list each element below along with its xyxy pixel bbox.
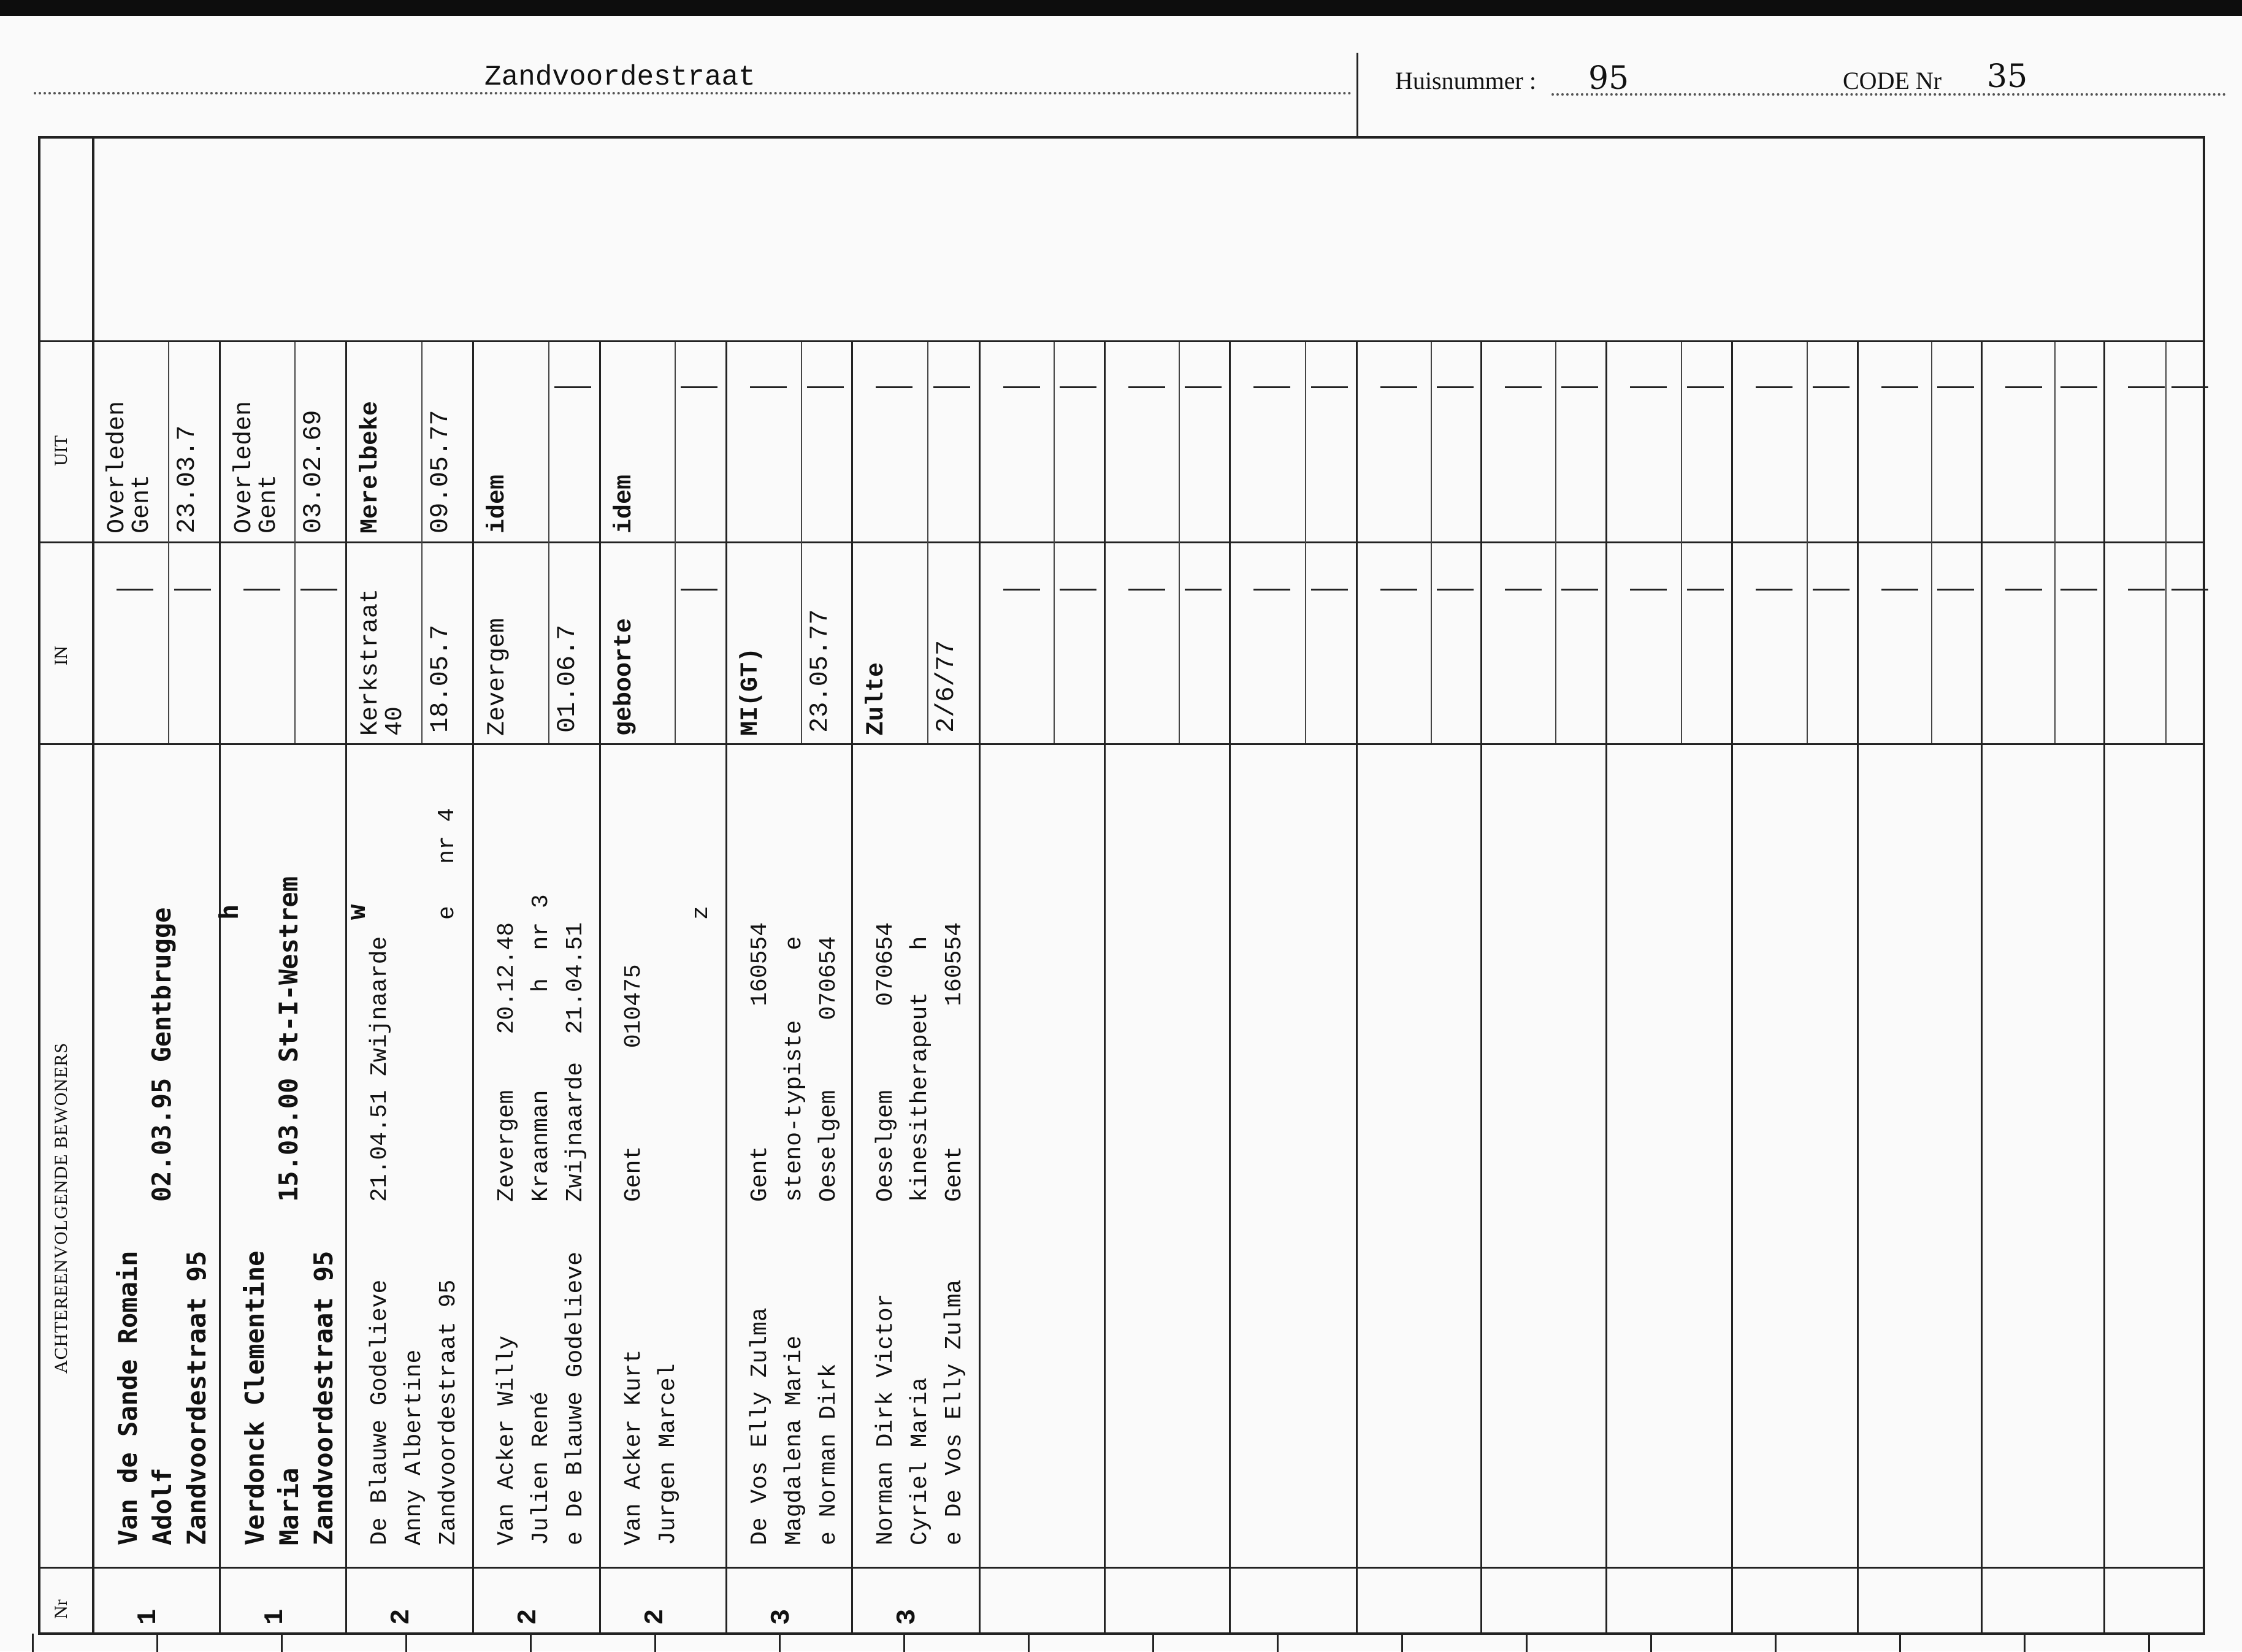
empty-cell-dash: [1380, 386, 1417, 388]
bottom-tick: [1899, 1634, 1901, 1652]
bottom-tick: [1152, 1634, 1154, 1652]
strip-separator: [851, 340, 853, 1634]
row-number: 3: [892, 1608, 923, 1625]
empty-cell-dash: [1003, 386, 1040, 388]
empty-cell-dash: [681, 386, 717, 388]
strip-separator: [1731, 340, 1733, 1634]
uit-date: 03.02.69: [299, 410, 328, 533]
resident-detail-line: kinesitherapeut h: [907, 936, 933, 1202]
empty-cell-dash: [1505, 589, 1542, 591]
bottom-tick: [779, 1634, 781, 1652]
empty-cell-dash: [1128, 589, 1165, 591]
resident-detail-line: h: [214, 904, 244, 920]
col-in-label: IN: [51, 646, 71, 665]
resident-detail-line: Oeselgem 070654: [816, 936, 842, 1202]
in-place: Zulte: [863, 662, 890, 736]
bottom-tick: [1775, 1634, 1777, 1652]
resident-name-line: Van Acker Kurt: [621, 1349, 647, 1545]
resident-name-line: Magdalena Marie: [781, 1335, 808, 1545]
house-number-label: Huisnummer :: [1395, 67, 1536, 94]
strip-separator: [725, 340, 727, 1634]
strip-separator: [1981, 340, 1983, 1634]
strip-separator: [219, 340, 221, 1634]
empty-cell-dash: [1437, 589, 1474, 591]
bottom-tick: [1277, 1634, 1279, 1652]
uit-place: Overleden Gent: [104, 400, 156, 533]
street-dotline: [34, 92, 1352, 94]
bottom-tick: [281, 1634, 283, 1652]
in-date: 18.05.7: [425, 624, 455, 733]
uit-place: Overleden Gent: [231, 400, 283, 533]
in-place: geboorte: [611, 618, 638, 736]
bottom-tick: [1526, 1634, 1528, 1652]
half-strip-separator: [801, 342, 802, 743]
empty-cell-dash: [243, 589, 280, 591]
scan-top-edge: [0, 0, 2242, 16]
bottom-tick: [2024, 1634, 2026, 1652]
uit-date: 23.03.7: [172, 425, 202, 533]
half-strip-separator: [1931, 342, 1932, 743]
in-date: 2/6/77: [932, 640, 961, 733]
empty-cell-dash: [1437, 386, 1474, 388]
empty-cell-dash: [2005, 386, 2042, 388]
resident-name-line: Norman Dirk Victor: [873, 1293, 899, 1545]
resident-detail-line: 21.04.51 Zwijnaarde: [367, 936, 393, 1202]
strip-separator: [2103, 340, 2105, 1634]
bottom-tick: [1028, 1634, 1030, 1652]
half-strip-separator: [1054, 342, 1055, 743]
resident-name-line: De Blauwe Godelieve: [367, 1279, 393, 1545]
strip-separator: [1857, 340, 1859, 1634]
resident-name-line: Julien René: [528, 1391, 554, 1545]
uit-place: Merelbeke: [357, 400, 385, 533]
header-divider: [1356, 53, 1358, 139]
half-strip-separator: [1179, 342, 1180, 743]
empty-cell-dash: [750, 386, 787, 388]
uit-place: idem: [484, 474, 511, 533]
resident-detail-line: Oeselgem 070654: [873, 922, 899, 1202]
resident-name-line: Zandvoordestraat 95: [182, 1250, 212, 1545]
resident-name-line: e Norman Dirk: [816, 1363, 842, 1545]
uit-place: idem: [611, 474, 638, 533]
row-number: 2: [386, 1608, 417, 1625]
empty-cell-dash: [1561, 386, 1598, 388]
empty-cell-dash: [1937, 386, 1974, 388]
resident-name-line: Jurgen Marcel: [655, 1363, 681, 1545]
half-strip-separator: [1681, 342, 1682, 743]
strip-separator: [1356, 340, 1358, 1634]
empty-cell-dash: [1253, 386, 1290, 388]
bottom-tick: [156, 1634, 158, 1652]
resident-name-line: Zandvoordestraat 95: [435, 1279, 462, 1545]
empty-cell-dash: [1060, 386, 1096, 388]
empty-cell-dash: [1687, 386, 1724, 388]
strip-separator: [599, 340, 601, 1634]
empty-cell-dash: [681, 589, 717, 591]
in-date: 23.05.77: [805, 609, 835, 733]
resident-name-line: Verdonck Clementine: [240, 1250, 270, 1545]
empty-cell-dash: [1630, 589, 1667, 591]
in-date: 01.06.7: [552, 624, 582, 733]
empty-cell-dash: [1253, 589, 1290, 591]
empty-cell-dash: [807, 386, 844, 388]
row-number: 2: [640, 1608, 671, 1625]
empty-cell-dash: [1881, 589, 1918, 591]
empty-cell-dash: [2005, 589, 2042, 591]
resident-name-line: Cyriel Maria: [907, 1377, 933, 1545]
resident-detail-line: Gent 160554: [941, 922, 968, 1202]
resident-detail-line: Kraanman h nr 3: [528, 894, 554, 1202]
empty-cell-dash: [1505, 386, 1542, 388]
in-place: Zevergem: [484, 618, 511, 736]
col-uit-label: UIT: [51, 435, 71, 466]
empty-cell-dash: [1311, 589, 1348, 591]
bottom-tick: [654, 1634, 656, 1652]
empty-cell-dash: [2128, 589, 2165, 591]
empty-cell-dash: [1630, 386, 1667, 388]
code-dotline: [1551, 93, 2226, 96]
empty-cell-dash: [1881, 386, 1918, 388]
code-number-label: CODE Nr: [1843, 67, 1942, 94]
resident-name-line: Van de Sande Romain: [113, 1250, 143, 1545]
half-strip-separator: [2165, 342, 2167, 743]
in-place: MI(GT): [737, 647, 765, 736]
resident-detail-line: z: [688, 906, 714, 920]
empty-cell-dash: [2060, 589, 2097, 591]
resident-name-line: Maria: [274, 1467, 304, 1545]
row-number: 2: [513, 1608, 544, 1625]
half-strip-separator: [548, 342, 549, 743]
strip-separator: [979, 340, 981, 1634]
half-strip-separator: [2054, 342, 2056, 743]
empty-cell-dash: [554, 386, 591, 388]
resident-name-line: Anny Albertine: [401, 1349, 427, 1545]
empty-cell-dash: [1060, 589, 1096, 591]
empty-cell-dash: [1756, 589, 1792, 591]
row-number: 3: [767, 1608, 797, 1625]
bottom-tick: [1650, 1634, 1652, 1652]
resident-name-line: Zandvoordestraat 95: [308, 1250, 339, 1545]
code-number-value: 35: [1987, 58, 2028, 95]
empty-cell-dash: [1311, 386, 1348, 388]
empty-cell-dash: [117, 589, 153, 591]
empty-cell-dash: [933, 386, 970, 388]
empty-cell-dash: [2128, 386, 2165, 388]
half-strip-separator: [1431, 342, 1432, 743]
bottom-tick: [903, 1634, 905, 1652]
strip-separator: [345, 340, 347, 1634]
empty-cell-dash: [1813, 589, 1850, 591]
empty-cell-dash: [2171, 589, 2208, 591]
resident-detail-line: steno-typiste e: [781, 936, 808, 1202]
row-number: 1: [133, 1608, 164, 1625]
strip-separator: [1229, 340, 1231, 1634]
empty-cell-dash: [1380, 589, 1417, 591]
street-name: Zandvoordestraat: [484, 61, 756, 93]
resident-name-line: e De Blauwe Godelieve: [562, 1252, 589, 1545]
strip-separator: [1104, 340, 1106, 1634]
half-strip-separator: [927, 342, 928, 743]
resident-name-line: Adolf: [147, 1467, 177, 1545]
row-number: 1: [260, 1608, 291, 1625]
strip-separator: [1480, 340, 1482, 1634]
half-strip-separator: [675, 342, 676, 743]
resident-detail-line: Zwijnaarde 21.04.51: [562, 922, 589, 1202]
in-place: Kerkstraat 40: [357, 588, 409, 736]
empty-cell-dash: [1003, 589, 1040, 591]
resident-detail-line: Gent 160554: [747, 922, 773, 1202]
resident-detail-line: w: [341, 904, 371, 920]
empty-cell-dash: [174, 589, 211, 591]
resident-name-line: Van Acker Willy: [494, 1335, 520, 1545]
uit-date: 09.05.77: [425, 410, 455, 533]
bottom-tick: [530, 1634, 532, 1652]
empty-cell-dash: [2060, 386, 2097, 388]
bottom-tick: [1401, 1634, 1403, 1652]
empty-cell-dash: [876, 386, 912, 388]
empty-cell-dash: [300, 589, 337, 591]
resident-detail-line: 15.03.00 St-I-Westrem: [274, 876, 304, 1202]
half-strip-separator: [1305, 342, 1306, 743]
empty-cell-dash: [1813, 386, 1850, 388]
half-strip-separator: [294, 342, 296, 743]
resident-detail-line: 02.03.95 Gentbrugge: [147, 907, 177, 1202]
bottom-tick: [32, 1634, 34, 1652]
strip-separator: [472, 340, 474, 1634]
empty-cell-dash: [1128, 386, 1165, 388]
resident-detail-line: Gent 010475: [621, 964, 647, 1202]
half-strip-separator: [1555, 342, 1556, 743]
empty-cell-dash: [1185, 386, 1222, 388]
resident-name-line: e De Vos Elly Zulma: [941, 1279, 968, 1545]
resident-detail-line: Zevergem 20.12.48: [494, 922, 520, 1202]
bottom-tick: [2148, 1634, 2150, 1652]
empty-cell-dash: [1561, 589, 1598, 591]
empty-cell-dash: [1687, 589, 1724, 591]
col-bewoners-label: ACHTEREENVOLGENDE BEWONERS: [51, 1042, 71, 1374]
col-nr-label: Nr: [51, 1599, 71, 1619]
empty-cell-dash: [1756, 386, 1792, 388]
empty-cell-dash: [1185, 589, 1222, 591]
resident-detail-line: e nr 4: [434, 808, 461, 920]
half-strip-separator: [1807, 342, 1808, 743]
half-strip-separator: [421, 342, 423, 743]
half-strip-separator: [168, 342, 169, 743]
house-number-value: 95: [1588, 60, 1629, 97]
empty-cell-dash: [1937, 589, 1974, 591]
strip-separator: [1605, 340, 1607, 1634]
bottom-tick: [405, 1634, 407, 1652]
empty-cell-dash: [2171, 386, 2208, 388]
resident-name-line: De Vos Elly Zulma: [747, 1307, 773, 1545]
